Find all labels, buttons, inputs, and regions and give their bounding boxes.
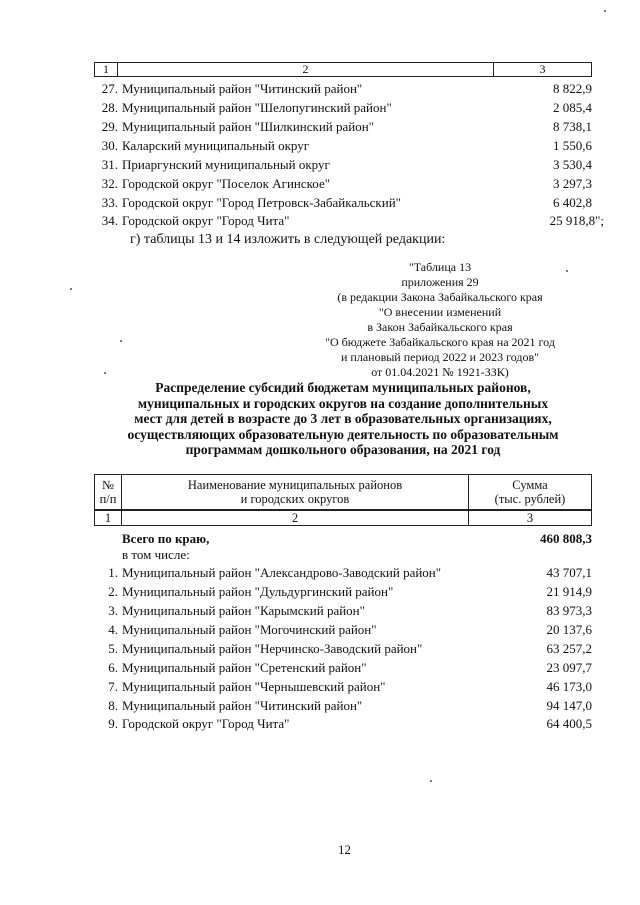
table-row (0, 602, 640, 619)
header-text: (тыс. рублей) (494, 492, 566, 506)
row-value: 6 402,8 (553, 195, 592, 210)
row-name: Муниципальный район "Нерчинско-Заводский район" (122, 641, 423, 656)
title-line: Распределение субсидий бюджетам муниципальных районов, (155, 380, 531, 395)
top-header-col1: 1 (103, 62, 109, 76)
row-value: 64 400,5 (546, 716, 592, 731)
table-row (0, 118, 640, 135)
header-cell-sum (468, 474, 592, 510)
including-row (0, 546, 640, 563)
row-name: Каларский муниципальный округ (122, 138, 310, 153)
row-number: 30. (101, 138, 118, 153)
header-text: Сумма (512, 478, 548, 492)
table-row (0, 715, 640, 732)
row-number: 1. (108, 565, 118, 580)
table13-header (94, 474, 592, 528)
row-name: Муниципальный район "Александрово-Заводский район" (122, 565, 442, 580)
row-name: Муниципальный район "Чернышевский район" (122, 679, 386, 694)
title-line: осуществляющих образовательную деятельность по образовательным (127, 426, 559, 442)
numbering-text: 2 (291, 511, 299, 525)
total-value: 460 808,3 (540, 531, 592, 546)
row-number: 29. (101, 119, 118, 134)
amendment-paragraph: г) таблицы 13 и 14 изложить в следующей редакции: (130, 232, 446, 247)
annotation-line: "О внесении изменений (378, 305, 502, 319)
annotation-line: "Таблица 13 (408, 260, 472, 274)
row-value: 63 257,2 (546, 641, 592, 656)
row-value: 8 738,1 (553, 119, 592, 134)
table-row (0, 156, 640, 173)
row-name: Муниципальный район "Шелопугинский район" (122, 100, 392, 115)
table-row (0, 621, 640, 638)
row-number: 9. (108, 716, 118, 731)
annotation-line: (в редакции Закона Забайкальского края (337, 290, 543, 304)
top-header-col3: 3 (539, 62, 546, 76)
title-line: мест для детей в возрасте до 3 лет в образовательных организациях, (134, 411, 552, 426)
row-value: 83 973,3 (546, 603, 592, 618)
row-name: Городской округ "Город Петровск-Забайкальский" (122, 195, 401, 210)
row-value: 21 914,9 (546, 584, 592, 599)
row-name: Муниципальный район "Читинский район" (122, 81, 363, 96)
table-row (0, 212, 640, 229)
table-row (0, 678, 640, 695)
table-row (0, 697, 640, 714)
row-number: 33. (101, 195, 118, 210)
row-value: 94 147,0 (546, 698, 592, 713)
table-row (0, 175, 640, 192)
numbering-text: 3 (526, 511, 534, 525)
table-row (0, 194, 640, 211)
row-number: 28. (101, 100, 118, 115)
header-text: № (102, 478, 114, 492)
top-header-col2: 2 (302, 62, 309, 76)
row-name: Городской округ "Город Чита" (122, 213, 290, 228)
page-number: 12 (338, 842, 351, 857)
row-name: Городской округ "Город Чита" (122, 716, 290, 731)
table-row (0, 640, 640, 657)
row-name: Муниципальный район "Шилкинский район" (122, 119, 374, 134)
row-number: 31. (101, 157, 118, 172)
table-row (0, 583, 640, 600)
row-value: 43 707,1 (546, 565, 592, 580)
row-name: Муниципальный район "Могочинский район" (122, 622, 377, 637)
numbering-cell-3 (468, 510, 592, 526)
row-number: 3. (108, 603, 118, 618)
scan-speck (604, 10, 606, 12)
table-row (0, 99, 640, 116)
row-value: 3 530,4 (553, 157, 592, 172)
scan-speck (70, 288, 72, 290)
row-name: Муниципальный район "Читинский район" (122, 698, 363, 713)
table-row (0, 137, 640, 154)
annotation-line: и плановый период 2022 и 2023 годов" (340, 350, 540, 364)
table-title (96, 380, 590, 458)
row-number: 5. (108, 641, 118, 656)
table-row (0, 564, 640, 581)
row-number: 6. (108, 660, 118, 675)
table-row (0, 80, 640, 97)
header-cell-name (121, 474, 469, 510)
row-value: 46 173,0 (546, 679, 592, 694)
scan-speck (120, 340, 122, 342)
annotation-line: в Закон Забайкальского края (367, 320, 513, 334)
total-label: Всего по краю, (122, 531, 210, 546)
numbering-cell-1 (94, 510, 122, 526)
top-table-header (94, 62, 592, 77)
row-value: 2 085,4 (553, 100, 592, 115)
row-value: 3 297,3 (553, 176, 592, 191)
table-annotation (300, 260, 580, 380)
row-number: 4. (108, 622, 118, 637)
row-value: 23 097,7 (546, 660, 592, 675)
row-name: Муниципальный район "Дульдургинский район" (122, 584, 394, 599)
title-line: программам дошкольного образования, на 2021 год (185, 442, 501, 457)
scan-speck (430, 780, 432, 782)
row-number: 8. (108, 698, 118, 713)
row-value: 8 822,9 (553, 81, 592, 96)
numbering-cell-2 (121, 510, 469, 526)
row-name: Муниципальный район "Сретенский район" (122, 660, 367, 675)
row-number: 2. (108, 584, 118, 599)
annotation-line: от 01.04.2021 № 1921-ЗЗК) (371, 365, 509, 379)
row-name: Городской округ "Поселок Агинское" (122, 176, 331, 191)
scan-speck (104, 372, 106, 374)
header-text: Наименование муниципальных районов (187, 478, 403, 492)
table-row (0, 659, 640, 676)
scan-speck (566, 270, 568, 272)
row-value: 1 550,6 (553, 138, 592, 153)
row-name: Приаргунский муниципальный округ (122, 157, 330, 172)
row-value: 20 137,6 (546, 622, 592, 637)
row-number: 34. (101, 213, 118, 228)
row-name: Муниципальный район "Карымский район" (122, 603, 365, 618)
header-text: и городских округов (240, 492, 350, 506)
title-line: муниципальных и городских округов на создание дополнительных (137, 395, 549, 411)
annotation-line: "О бюджете Забайкальского края на 2021 год (325, 335, 555, 349)
numbering-text: 1 (104, 511, 112, 525)
total-row (0, 530, 640, 547)
row-value: 25 918,8"; (549, 213, 604, 228)
row-number: 32. (101, 176, 118, 191)
annotation-line: приложения 29 (401, 275, 479, 289)
including-label: в том числе: (122, 547, 190, 562)
header-cell-number (94, 474, 122, 510)
row-number: 27. (101, 81, 118, 96)
row-number: 7. (108, 679, 118, 694)
header-text: п/п (99, 492, 117, 506)
